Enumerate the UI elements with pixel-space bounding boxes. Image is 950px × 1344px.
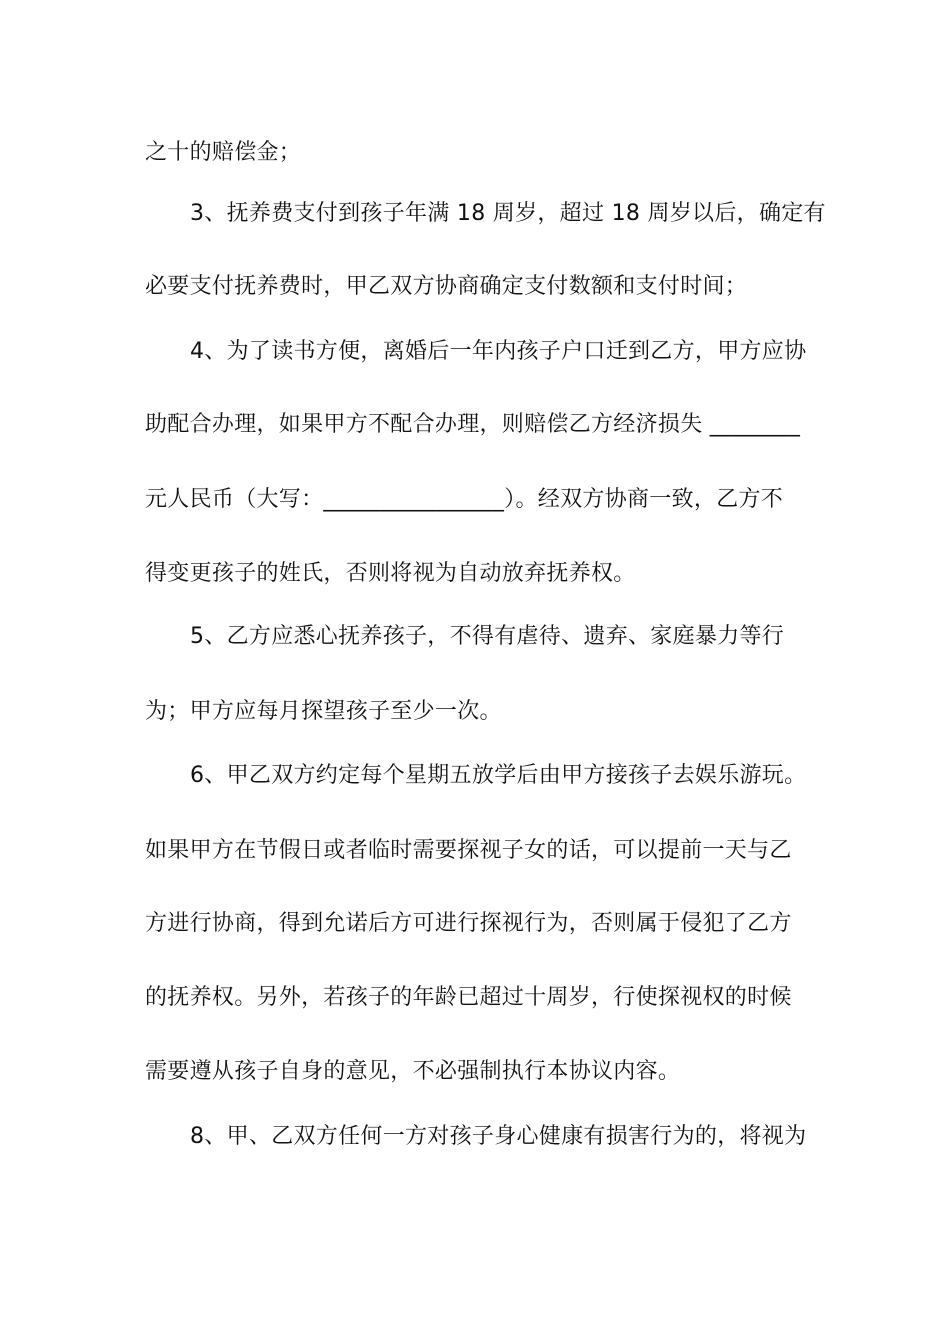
text-line: 的抚养权。另外，若孩子的年龄已超过十周岁，行使探视权的时候: [145, 985, 792, 1010]
clause-6-line: 6、甲乙双方约定每个星期五放学后由甲方接孩子去娱乐游玩。: [190, 763, 807, 788]
text-line: 得变更孩子的姓氏，否则将视为自动放弃抚养权。: [145, 561, 636, 586]
clause-8-line: 8、甲、乙双方任何一方对孩子身心健康有损害行为的，将视为: [190, 1124, 807, 1149]
clause-3-line: 3、抚养费支付到孩子年满 18 周岁，超过 18 周岁以后，确定有: [190, 201, 826, 226]
text-line: 必要支付抚养费时，甲乙双方协商确定支付数额和支付时间；: [145, 274, 748, 299]
text-line: 如果甲方在节假日或者临时需要探视子女的话，可以提前一天与乙: [145, 838, 792, 863]
text-line: 方进行协商，得到允诺后方可进行探视行为，否则属于侵犯了乙方: [145, 911, 792, 936]
text-line: 需要遵从孩子自身的意见，不必强制执行本协议内容。: [145, 1059, 681, 1084]
text-line: 助配合办理，如果甲方不配合办理，则赔偿乙方经济损失 ________: [145, 412, 801, 437]
text-line: 之十的赔偿金；: [145, 140, 302, 165]
text-line: 元人民币（大写：________________）。经双方协商一致，乙方不: [145, 487, 784, 512]
text-line: 为；甲方应每月探望孩子至少一次。: [145, 699, 502, 724]
clause-5-line: 5、乙方应悉心抚养孩子，不得有虐待、遗弃、家庭暴力等行: [190, 624, 785, 649]
clause-4-line: 4、为了读书方便，离婚后一年内孩子户口迁到乙方，甲方应协: [190, 339, 807, 364]
